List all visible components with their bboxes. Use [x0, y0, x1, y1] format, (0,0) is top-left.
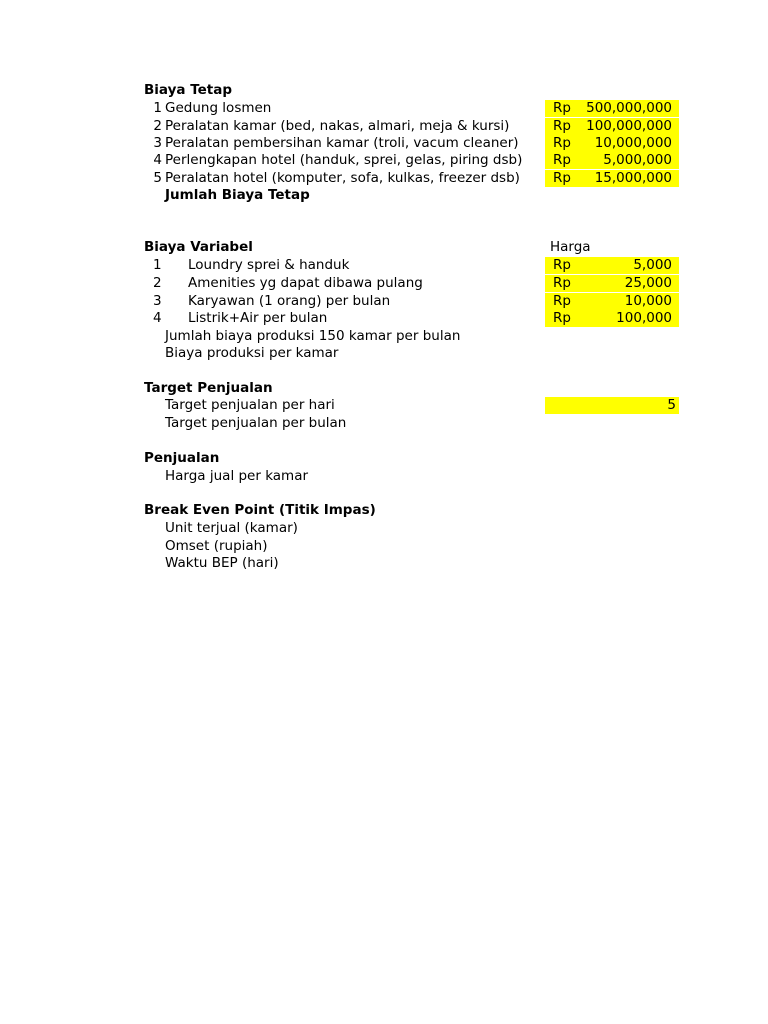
row-number: 3: [153, 293, 162, 309]
fixed-cost-row: [0, 135, 768, 152]
item-label: Karyawan (1 orang) per bulan: [188, 293, 391, 309]
fixed-cost-total-label: Jumlah Biaya Tetap: [165, 187, 310, 203]
item-label: Gedung losmen: [165, 100, 272, 116]
item-label: Peralatan kamar (bed, nakas, almari, meja & kursi): [165, 118, 510, 134]
variable-cost-row: [0, 310, 768, 327]
row-number: 2: [153, 275, 162, 291]
row-number: 2: [153, 118, 162, 134]
row-number: 3: [153, 135, 162, 151]
sales-target-title: Target Penjualan: [144, 380, 273, 396]
row-number: 5: [153, 170, 162, 186]
fixed-cost-title: Biaya Tetap: [144, 82, 233, 98]
fixed-cost-row: [0, 118, 768, 135]
variable-cost-total-row: [0, 328, 768, 345]
bep-omset-label: Omset (rupiah): [165, 538, 268, 554]
sales-target-per-day-row: [0, 397, 768, 414]
variable-cost-header-row: [0, 239, 768, 256]
item-label: Amenities yg dapat dibawa pulang: [188, 275, 423, 291]
currency-label: Rp: [553, 310, 571, 326]
item-label: Loundry sprei & handuk: [188, 257, 350, 273]
amount-value: 100,000: [616, 310, 672, 326]
sales-target-header-row: [0, 380, 768, 397]
currency-label: Rp: [553, 257, 571, 273]
row-number: 1: [153, 100, 162, 116]
fixed-cost-row: [0, 100, 768, 117]
selling-price-row: [0, 468, 768, 485]
sales-header-row: [0, 450, 768, 467]
item-label: Peralatan pembersihan kamar (troli, vacum cleaner): [165, 135, 519, 151]
currency-label: Rp: [553, 275, 571, 291]
amount-value: 500,000,000: [586, 100, 672, 116]
selling-price-label: Harga jual per kamar: [165, 468, 309, 484]
fixed-cost-header-row: [0, 82, 768, 99]
cost-per-room-row: [0, 345, 768, 362]
amount-value: 5,000,000: [603, 152, 672, 168]
variable-cost-row: [0, 275, 768, 292]
bep-time-row: [0, 555, 768, 572]
currency-label: Rp: [553, 152, 571, 168]
variable-cost-title: Biaya Variabel: [144, 239, 253, 255]
variable-cost-row: [0, 293, 768, 310]
amount-value: 10,000,000: [594, 135, 672, 151]
bep-time-label: Waktu BEP (hari): [165, 555, 279, 571]
sales-target-per-month-label: Target penjualan per bulan: [165, 415, 347, 431]
currency-label: Rp: [553, 118, 571, 134]
amount-value: 5,000: [633, 257, 672, 273]
fixed-cost-row: [0, 170, 768, 187]
row-number: 1: [153, 257, 162, 273]
currency-label: Rp: [553, 293, 571, 309]
fixed-cost-row: [0, 152, 768, 169]
item-label: Listrik+Air per bulan: [188, 310, 328, 326]
amount-value: 25,000: [624, 275, 672, 291]
item-label: Peralatan hotel (komputer, sofa, kulkas, freezer dsb): [165, 170, 520, 186]
bep-units-label: Unit terjual (kamar): [165, 520, 298, 536]
sales-target-per-day-value: 5: [667, 397, 676, 413]
bep-header-row: [0, 502, 768, 519]
currency-label: Rp: [553, 100, 571, 116]
variable-cost-row: [0, 257, 768, 274]
currency-label: Rp: [553, 135, 571, 151]
variable-cost-total-label: Jumlah biaya produksi 150 kamar per bulan: [165, 328, 461, 344]
highlight-cell: [545, 397, 679, 414]
amount-value: 15,000,000: [594, 170, 672, 186]
fixed-cost-total-row: [0, 187, 768, 204]
row-number: 4: [153, 152, 162, 168]
row-number: 4: [153, 310, 162, 326]
item-label: Perlengkapan hotel (handuk, sprei, gelas, piring dsb): [165, 152, 523, 168]
sales-title: Penjualan: [144, 450, 220, 466]
bep-units-row: [0, 520, 768, 537]
sales-target-per-month-row: [0, 415, 768, 432]
sales-target-per-day-label: Target penjualan per hari: [165, 397, 335, 413]
price-column-header: Harga: [550, 239, 591, 255]
cost-per-room-label: Biaya produksi per kamar: [165, 345, 339, 361]
amount-value: 10,000: [624, 293, 672, 309]
amount-value: 100,000,000: [586, 118, 672, 134]
currency-label: Rp: [553, 170, 571, 186]
bep-title: Break Even Point (Titik Impas): [144, 502, 376, 518]
bep-omset-row: [0, 538, 768, 555]
